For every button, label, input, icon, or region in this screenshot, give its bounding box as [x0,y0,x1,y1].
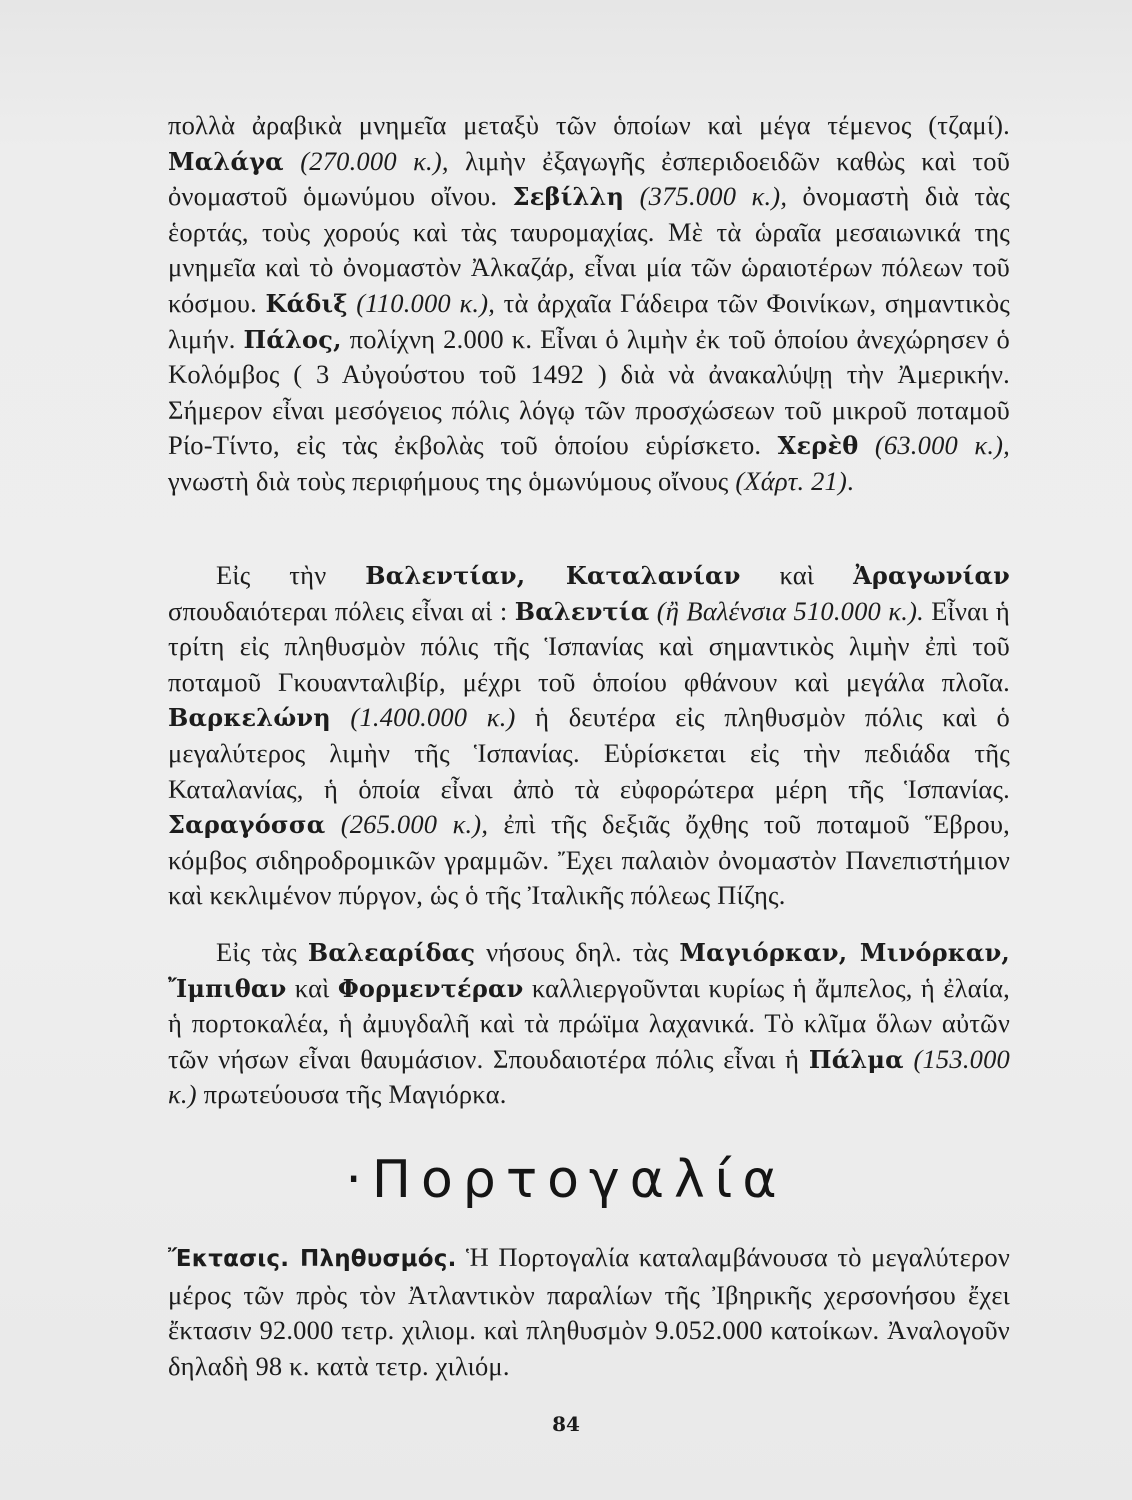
population-barcelona: (1.400.000 κ.) [330,702,516,733]
population-jerez: (63.000 κ.), [858,430,1010,461]
section-heading: ·Πορτογαλία [345,1150,787,1210]
paragraph-valencia-catalonia [168,558,1010,914]
text-run: καὶ [286,972,338,1003]
text-run: νήσους δηλ. τὰς [475,937,680,967]
city-jerez: Χερὲθ [777,431,859,461]
population-cadiz: (110.000 κ.), [347,287,496,318]
text-run: πολίχνη 2.000 κ. Εἶναι ὁ λιμὴν ἐκ τοῦ ὁποίου ἀνεχώρησεν ὁ Κολόμβος ( 3 Αὐγούστου τοῦ 1492 ) διὰ νὰ ἀνακαλύψῃ τὴν Ἀμερικήν. Σήμερον εἶναι μεσόγειος πόλις λόγῳ τῶν προσχώσεων τοῦ μικροῦ ποταμοῦ Ρίο-Τίντο, εἰς τὰς ἐκβολὰς τοῦ ὁποίου εὑρίσκετο. [168,323,1010,461]
text-run: Ἡ Πορτογαλία καταλαμβάνουσα τὸ μεγαλύτερον μέρος τῶν πρὸς τὸν Ἀτλαντικὸν παραλίων τῆς Ἰβηρικῆς χερσονήσου ἔχει ἔκτασιν 92.000 τετρ. χιλιομ. καὶ πληθυσμὸν 9.052.000 κατοίκων. Ἀναλογοῦν δηλαδὴ 98 κ. κατὰ τετρ. χιλιόμ. [168,1242,1011,1381]
island-names: Μαγιόρκαν, Μινόρκαν, Ἴμπιθαν [168,938,1010,1003]
city-palos: Πάλος, [243,324,342,354]
text-run: καὶ [740,560,854,590]
text-run: Εἰς τὰς [216,937,308,967]
population-sevilla: (375.000 κ.), [624,181,788,212]
text-run: ὀνομαστὴ διὰ τὰς ἑορτάς, τοὺς χορούς καὶ τὰς ταυρομαχίας. Μὲ τὰ ὡραῖα μεσαιωνικά της μνημεῖα καὶ τὸ ὀνομαστὸν Ἀλκαζάρ, εἶναι μία τῶν ὡραιοτέρων πόλεων τοῦ κόσμου. [168,181,1010,318]
text-run: . [847,465,854,496]
paragraph-andalusia [168,108,1010,500]
city-cadiz: Κάδιξ [265,288,348,318]
page-number: 84 [552,1412,580,1436]
island-formentera: Φορμεντέραν [337,973,524,1003]
text-run: ἐπὶ τῆς δεξιᾶς ὄχθης τοῦ ποταμοῦ Ἕβρου, κόμβος σιδηροδρομικῶν γραμμῶν. Ἔχει παλαιὸν ὀνομαστὸν Πανεπιστήμιον καὶ κεκλιμένον πύργον, ὡς ὁ τῆς Ἰταλικῆς πόλεως Πίζης. [168,809,1011,911]
text-run: Εἰς τὴν [216,560,366,590]
text-run: Εἶναι ἡ τρίτη εἰς πληθυσμὸν πόλις τῆς Ἱσπανίας καὶ σημαντικὸς λιμὴν ἐπὶ τοῦ ποταμοῦ Γκουανταλιβίρ, μέχρι τοῦ ὁποίου φθάνουν καὶ μεγάλα πλοῖα. [168,595,1010,697]
islands-baleares: Βαλεαρίδας [307,938,476,967]
city-zaragoza: Σαραγόσσα [168,810,326,840]
paragraph-balearic [168,935,1010,1113]
text-run: πρωτεύουσα τῆς Μαγιόρκα. [196,1079,507,1110]
population-valencia: (ἢ Βαλένσια 510.000 κ.). [649,595,924,626]
population-malaga: (270.000 κ.), [283,145,449,176]
text-run: πολλὰ ἀραβικὰ μνημεῖα μεταξὺ τῶν ὁποίων καὶ μέγα τέμενος (τζαμί). [168,110,1010,140]
population-palma: (153.000 κ.) [168,1043,1011,1110]
text-run: λιμὴν ἐξαγωγῆς ἐσπεριδοειδῶν καθὼς καὶ τοῦ ὀνομαστοῦ ὁμωνύμου οἴνου. [168,145,1011,212]
city-palma: Πάλμα [808,1044,904,1074]
text-run: σπουδαιότεραι πόλεις εἶναι αἱ : [168,595,515,626]
text-run: γνωστὴ διὰ τοὺς περιφήμους της ὁμωνύμους οἴνους [168,465,736,496]
region-aragon: Ἀραγωνίαν [853,561,1011,590]
population-zaragoza: (265.000 κ.), [325,809,489,840]
city-barcelona: Βαρκελώνη [168,703,331,733]
text-run: τὰ ἀρχαῖα Γάδειρα τῶν Φοινίκων, σημαντικὸς λιμήν. [168,287,1011,354]
text-run: ἡ δευτέρα εἰς πληθυσμὸν πόλις καὶ ὁ μεγαλύτερος λιμὴν τῆς Ἱσπανίας. Εὑρίσκεται εἰς τὴν πεδιάδα τῆς Καταλανίας, ἡ ὁποία εἶναι ἀπὸ τὰ εὐφορώτερα μέρη τῆς Ἱσπανίας. [168,702,1010,804]
map-reference: (Χάρτ. 21) [735,465,848,496]
city-valencia: Βαλεντία [514,596,650,626]
subheading-area-population: Ἔκτασις. Πληθυσμός. [168,1246,457,1272]
city-sevilla: Σεβίλλη [512,182,625,212]
text-run: καλλιεργοῦνται κυρίως ἡ ἄμπελος, ἡ ἐλαία, ἡ πορτοκαλέα, ἡ ἀμυγδαλῆ καὶ τὰ πρώϊμα λαχανικά. Τὸ κλῖμα ὅλων αὐτῶν τῶν νήσων εἶναι θαυμάσιον. Σπουδαιοτέρα πόλις εἶναι ἡ [168,972,1010,1074]
city-malaga: Μαλάγα [168,146,284,176]
paragraph-portugal-area [168,1240,1010,1384]
region-names: Βαλεντίαν, Καταλανίαν [365,561,741,590]
